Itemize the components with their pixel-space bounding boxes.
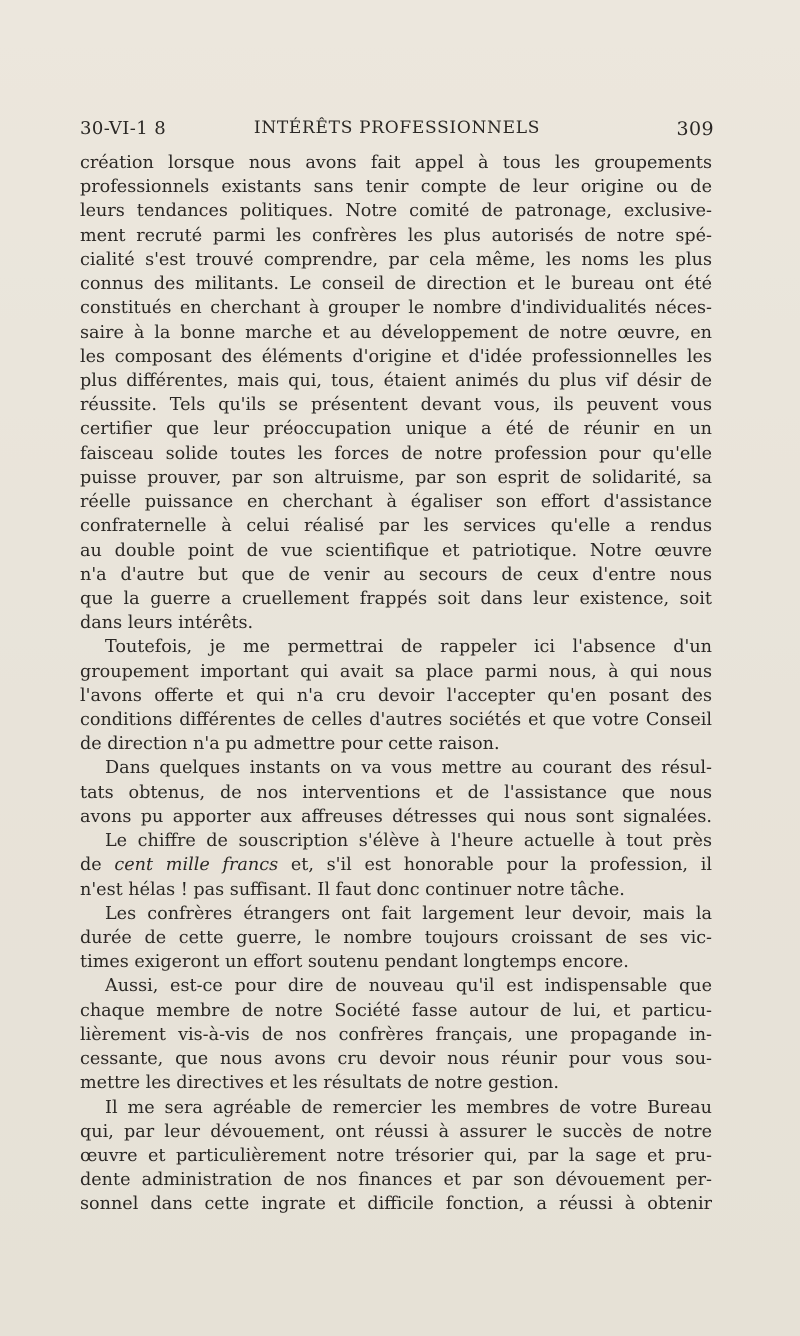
paragraph-start-line: Les confrères étrangers ont fait largement leur devoir, mais la xyxy=(105,903,712,924)
body-text xyxy=(80,151,712,1217)
page-number: 309 xyxy=(676,118,714,140)
text-line: réussite. Tels qu'ils se présentent devant vous, ils peuvent vous xyxy=(80,395,712,416)
running-title: INTÉRÊTS PROFESSIONNELS xyxy=(253,118,541,138)
text-line: ment recruté parmi les confrères les plus autorisés de notre spé- xyxy=(80,225,712,246)
text-line: l'avons offerte et qui n'a cru devoir l'accepter qu'en posant des xyxy=(80,685,712,706)
text-line: chaque membre de notre Société fasse autour de lui, et particu- xyxy=(80,1000,712,1021)
text-line: cessante, que nous avons cru devoir nous réunir pour vous sou- xyxy=(80,1049,712,1070)
text-line: constitués en cherchant à grouper le nombre d'individualités néces- xyxy=(80,298,712,319)
text-line: saire à la bonne marche et au développement de notre œuvre, en xyxy=(80,322,712,343)
text-line: de direction n'a pu admettre pour cette raison. xyxy=(80,734,500,755)
text-line-with-emphasis xyxy=(80,853,712,877)
text-line: dente administration de nos finances et par son dévouement per- xyxy=(80,1170,712,1191)
text-line: mettre les directives et les résultats de notre gestion. xyxy=(80,1073,559,1094)
text-line: création lorsque nous avons fait appel à tous les groupements xyxy=(80,153,712,173)
text-line: avons pu apporter aux affreuses détresses qui nous sont signalées. xyxy=(80,806,712,827)
text-line: puisse prouver, par son altruisme, par son esprit de solidarité, sa xyxy=(80,467,712,488)
text-line: œuvre et particulièrement notre trésorier qui, par la sage et pru- xyxy=(80,1145,712,1166)
text-line: conditions différentes de celles d'autres sociétés et que votre Conseil xyxy=(80,710,712,731)
text-line: certifier que leur préoccupation unique a été de réunir en un xyxy=(80,419,712,440)
text-segment: de xyxy=(80,855,115,876)
paragraph-start-line: Le chiffre de souscription s'élève à l'heure actuelle à tout près xyxy=(105,831,712,852)
text-line: plus différentes, mais qui, tous, étaient animés du plus vif désir de xyxy=(80,370,712,391)
text-line: connus des militants. Le conseil de direction et le bureau ont été xyxy=(80,274,712,295)
text-line: n'est hélas ! pas suffisant. Il faut donc continuer notre tâche. xyxy=(80,879,625,900)
text-line: au double point de vue scientifique et patriotique. Notre œuvre xyxy=(80,540,712,561)
paragraph-start-line: Dans quelques instants on va vous mettre au courant des résul- xyxy=(105,758,712,779)
text-line: groupement important qui avait sa place parmi nous, à qui nous xyxy=(80,661,712,682)
text-segment: et, s'il est honorable pour la profession, il xyxy=(278,855,712,876)
running-head xyxy=(80,118,714,148)
paragraph-start-line: Il me sera agréable de remercier les membres de votre Bureau xyxy=(105,1097,712,1118)
text-line: faisceau solide toutes les forces de notre profession pour qu'elle xyxy=(80,443,712,464)
text-line: durée de cette guerre, le nombre toujours croissant de ses vic- xyxy=(80,928,712,948)
folio-date: 30-VI-1 8 xyxy=(80,118,167,139)
text-line: que la guerre a cruellement frappés soit dans leur existence, soit xyxy=(80,588,712,609)
text-line: professionnels existants sans tenir compte de leur origine ou de xyxy=(80,177,712,198)
text-line: leurs tendances politiques. Notre comité de patronage, exclusive- xyxy=(80,201,712,222)
emphasis-amount: cent mille francs xyxy=(114,855,279,876)
text-line: les composant des éléments d'origine et d'idée professionnelles les xyxy=(80,346,712,367)
text-line: times exigeront un effort soutenu pendant longtemps encore. xyxy=(80,952,629,973)
text-line: sonnel dans cette ingrate et difficile fonction, a réussi à obtenir xyxy=(80,1194,712,1215)
paragraph-start-line: Toutefois, je me permettrai de rappeler ici l'absence d'un xyxy=(105,637,712,658)
text-line: n'a d'autre but que de venir au secours de ceux d'entre nous xyxy=(80,564,712,585)
text-line: qui, par leur dévouement, ont réussi à assurer le succès de notre xyxy=(80,1121,712,1142)
text-line: tats obtenus, de nos interventions et de l'assistance que nous xyxy=(80,782,712,803)
text-line: confraternelle à celui réalisé par les services qu'elle a rendus xyxy=(80,516,712,537)
paragraph-start-line: Aussi, est-ce pour dire de nouveau qu'il est indispensable que xyxy=(105,976,712,997)
text-line: lièrement vis-à-vis de nos confrères français, une propagande in- xyxy=(80,1024,712,1045)
text-line: dans leurs intérêts. xyxy=(80,613,254,634)
text-line: réelle puissance en cherchant à égaliser son effort d'assistance xyxy=(80,492,712,513)
text-line: cialité s'est trouvé comprendre, par cela même, les noms les plus xyxy=(80,249,712,270)
